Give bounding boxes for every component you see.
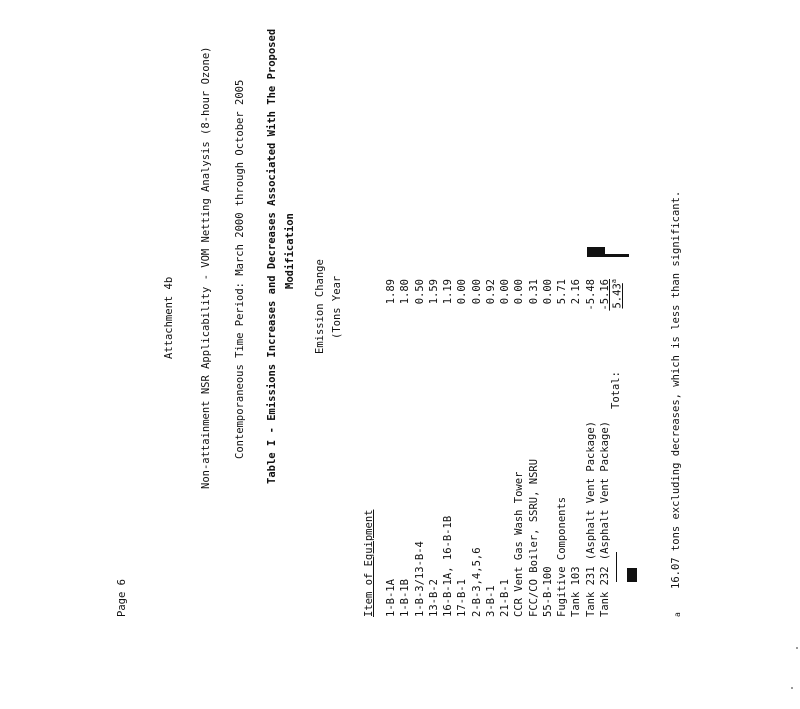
row-item: 1-B-1B — [399, 579, 412, 617]
scan-speck — [796, 647, 798, 649]
row-item: Tank 231 (Asphalt Vent Package) — [584, 421, 597, 617]
row-item: CCR Vent Gas Wash Tower — [513, 471, 526, 617]
row-value: 1.80 — [399, 279, 412, 305]
scan-mark — [595, 254, 629, 257]
row-item: Fugitive Components — [556, 496, 568, 617]
row-item: 16-B-1A, 16-B-1B — [442, 515, 454, 617]
scan-mark — [616, 552, 617, 582]
row-value: -5.48 — [584, 279, 597, 311]
row-value: 0.00 — [470, 279, 483, 305]
column-header-emission: Emission Change — [314, 259, 326, 354]
column-header-tons: (Tons Year — [331, 275, 343, 339]
total-number: 5.43 — [611, 283, 624, 309]
row-value: 2.16 — [570, 279, 583, 305]
row-item: Tank 103 — [570, 566, 583, 617]
row-value: 1.89 — [385, 279, 397, 305]
row-value: 5.71 — [556, 279, 568, 305]
scan-speck — [791, 687, 793, 689]
row-value: 0.00 — [513, 279, 526, 305]
row-value: 0.31 — [527, 279, 540, 305]
row-item: 3-B-1 — [484, 585, 497, 617]
row-value: 1.59 — [427, 279, 440, 305]
table-title-line1: Table I - Emissions Increases and Decreases Associated With The Proposed — [266, 28, 278, 484]
rotated-sheet — [91, 28, 800, 709]
row-item: 1-B-1A — [385, 579, 397, 617]
page-label: Page 6 — [116, 579, 128, 617]
row-item: Tank 232 (Asphalt Vent Package) — [598, 421, 611, 617]
row-item: FCC/CO Boiler, SSRU, NSRU — [527, 458, 540, 617]
row-item: 21-B-1 — [499, 579, 511, 617]
row-item: 17-B-1 — [456, 579, 469, 617]
column-header-item: Item of Equipment — [363, 509, 375, 617]
table-title-line2: Modification — [284, 213, 296, 289]
row-item: 2-B-3,4,5,6 — [470, 547, 483, 617]
row-item: 1-B-3/13-B-4 — [413, 541, 426, 617]
document-subtitle: Non-attainment NSR Applicability - VOM Netting Analysis (8-hour Ozone) — [200, 46, 212, 489]
time-period: Contemporaneous Time Period: March 2000 through October 2005 — [234, 79, 246, 459]
total-label: Total: — [610, 371, 622, 409]
row-value: 0.50 — [413, 279, 426, 305]
row-value: 0.92 — [484, 279, 497, 305]
row-item: 55-B-100 — [541, 566, 554, 617]
scan-mark — [627, 568, 637, 582]
footnote-text: 16.07 tons excluding decreases, which is less than significant. — [670, 190, 682, 589]
row-value: 0.00 — [499, 279, 511, 305]
row-value: 0.00 — [456, 279, 469, 305]
row-value: -5.16 — [598, 279, 611, 311]
total-value — [611, 279, 623, 709]
row-item: 13-B-2 — [427, 579, 440, 617]
row-value: 1.19 — [442, 279, 454, 305]
total-superscript: a — [610, 279, 618, 284]
row-value: 0.00 — [541, 279, 554, 305]
footnote-mark: a — [673, 612, 682, 617]
attachment-title: Attachment 4b — [163, 276, 175, 359]
